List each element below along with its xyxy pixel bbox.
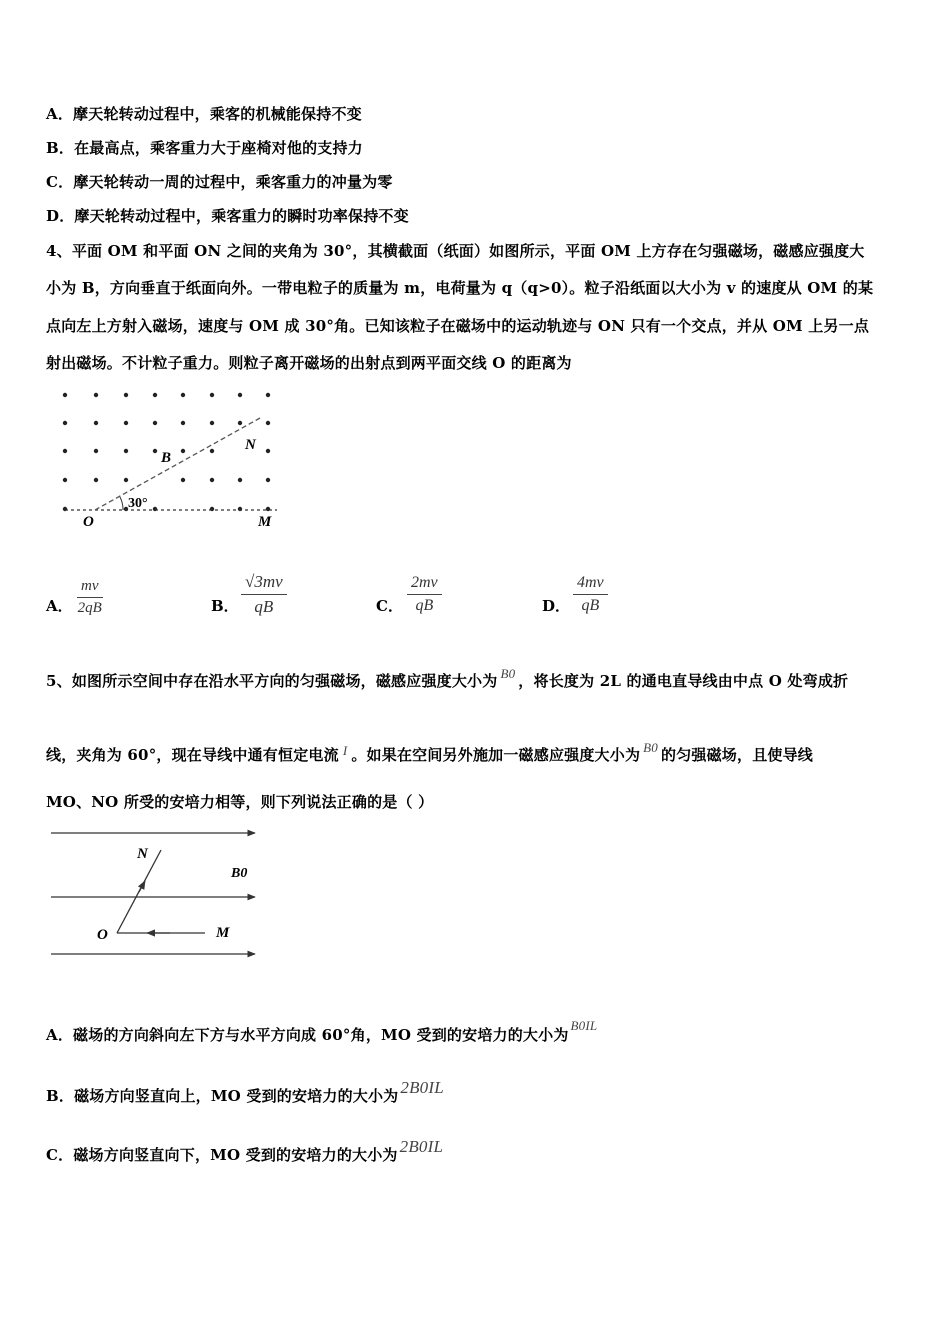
q4-line-1: 4、平面 OM 和平面 ON 之间的夹角为 30°，其横截面（纸面）如图所示，平面 OM 上方存在匀强磁场，磁感应强度大	[46, 242, 865, 260]
label-m: M	[216, 925, 230, 941]
q5-figure	[45, 820, 265, 965]
label-b0: B0	[231, 866, 248, 881]
q4-option-b-fraction	[241, 572, 287, 617]
q4-line-4: 射出磁场。不计粒子重力。则粒子离开磁场的出射点到两平面交线 O 的距离为	[46, 354, 572, 372]
q4-option-c-den: qB	[415, 597, 434, 614]
label-n: N	[245, 437, 256, 453]
q5-option-a	[46, 1018, 597, 1045]
label-m: M	[258, 514, 272, 530]
label-n: N	[137, 846, 148, 862]
q4-option-d-fraction	[573, 574, 608, 615]
q4-option-a-num: mv	[77, 578, 103, 598]
q5-b0-symbol-2: B0	[643, 740, 658, 755]
q4-figure	[55, 385, 285, 535]
q4-option-c-fraction	[407, 574, 442, 615]
q4-option-d-den: qB	[581, 597, 600, 614]
q5-line-2-rest: 的匀强磁场，且使导线	[661, 746, 814, 764]
q5-line-1-text: 5、如图所示空间中存在沿水平方向的匀强磁场，磁感应强度大小为	[46, 672, 498, 690]
plane-on-line	[95, 418, 260, 510]
q5-line-1	[46, 666, 848, 691]
q5-option-a-text: A．磁场的方向斜向左下方与水平方向成 60°角，MO 受到的安培力的大小为	[46, 1026, 569, 1044]
label-b: B	[161, 450, 172, 466]
label-o: O	[83, 514, 94, 530]
q4-option-a-den: 2qB	[77, 600, 102, 616]
q4-option-a-label: A．	[46, 597, 73, 615]
q5-option-c	[46, 1137, 443, 1165]
q4-option-b-num: √3mv	[241, 572, 287, 595]
q4-option-c-num: 2mv	[407, 574, 442, 595]
q4-line-2: 小为 B，方向垂直于纸面向外。一带电粒子的质量为 m，电荷量为 q（q>0）。粒子沿纸面以大小为 v 的速度从 OM 的某	[46, 279, 874, 297]
q5-line-2-text: 线，夹角为 60°，现在导线中通有恒定电流	[46, 746, 339, 764]
angle-arc	[120, 497, 123, 510]
q4-option-a-fraction	[77, 578, 103, 617]
q4-option-b-label: B．	[211, 597, 239, 615]
q3-option-d: D．摩天轮转动过程中，乘客重力的瞬时功率保持不变	[46, 207, 409, 225]
q3-option-b: B．在最高点，乘客重力大于座椅对他的支持力	[46, 139, 363, 157]
q5-option-a-math: B0IL	[570, 1018, 598, 1033]
q3-option-a: A．摩天轮转动过程中，乘客的机械能保持不变	[46, 105, 362, 123]
q5-line-1-rest: ，将长度为 2L 的通电直导线由中点 O 处弯成折	[518, 672, 849, 690]
current-arrow-no	[139, 881, 145, 892]
label-o: O	[97, 927, 108, 943]
q5-line-3: MO、NO 所受的安培力相等，则下列说法正确的是（ ）	[46, 793, 434, 811]
q5-b0-symbol-1: B0	[500, 666, 516, 681]
q5-option-b-text: B．磁场方向竖直向上，MO 受到的安培力的大小为	[46, 1087, 399, 1105]
q4-option-d-num: 4mv	[573, 574, 608, 595]
q5-option-c-text: C．磁场方向竖直向下，MO 受到的安培力的大小为	[46, 1146, 398, 1164]
q5-option-c-math: 2B0IL	[399, 1137, 444, 1156]
q3-option-c: C．摩天轮转动一周的过程中，乘客重力的冲量为零	[46, 173, 393, 191]
q5-current-symbol: I	[342, 743, 348, 758]
label-angle: 30°	[128, 496, 148, 511]
q5-line-2-mid: 。如果在空间另外施加一磁感应强度大小为	[351, 746, 641, 764]
q4-option-b-den: qB	[254, 597, 274, 616]
q4-option-d-label: D．	[542, 597, 571, 615]
q5-option-b-math: 2B0IL	[400, 1078, 444, 1097]
q5-option-b	[46, 1078, 444, 1106]
q4-line-3: 点向左上方射入磁场，速度与 OM 成 30°角。已知该粒子在磁场中的运动轨迹与 ON 只有一个交点，并从 OM 上另一点	[46, 317, 870, 335]
q4-option-c-label: C．	[376, 597, 403, 615]
q5-line-2	[46, 740, 813, 765]
